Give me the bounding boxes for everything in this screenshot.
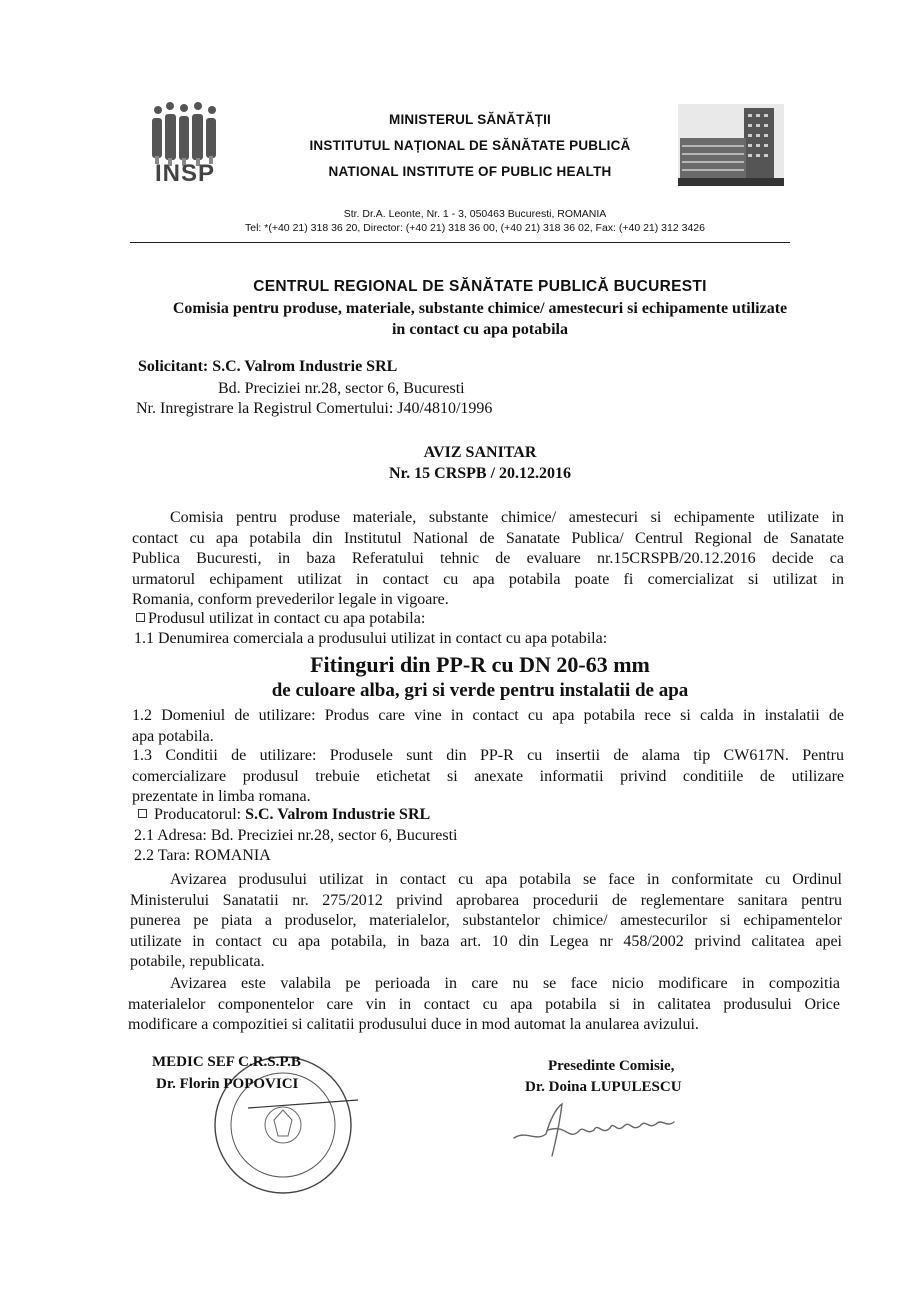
official-stamp bbox=[208, 1050, 358, 1200]
checkbox-icon bbox=[136, 613, 145, 622]
institute-phones: Tel: *(+40 21) 318 36 20, Director: (+40 21) 318 36 00, (+40 21) 318 36 02, Fax: (+40 21) 312 3426 bbox=[245, 222, 705, 234]
notice-title: AVIZ SANITAR bbox=[423, 444, 537, 461]
institute-name-en: NATIONAL INSTITUTE OF PUBLIC HEALTH bbox=[328, 164, 612, 179]
applicant-label: Solicitant: S.C. Valrom Industrie SRL bbox=[138, 358, 398, 375]
item-1-2: 1.2 Domeniul de utilizare: Produs care vine in contact cu apa potabila rece si calda in instalatii de apa potabila. bbox=[132, 707, 844, 745]
notice-number: Nr. 15 CRSPB / 20.12.2016 bbox=[388, 465, 572, 482]
commission-line-2: in contact cu apa potabila bbox=[391, 321, 568, 338]
checkbox-icon bbox=[138, 809, 147, 818]
left-signatory-name: Dr. Florin POPOVICI bbox=[156, 1076, 299, 1092]
ministry-name: MINISTERUL SĂNĂTĂȚII bbox=[389, 112, 551, 127]
insp-logo-text: INSP bbox=[154, 160, 215, 187]
producer-line: Producatorul: S.C. Valrom Industrie SRL bbox=[138, 806, 430, 824]
validity-paragraph: Avizarea este valabila pe perioada in care nu se face nicio modificare in compozitia materialelor componentelor care vin in contact cu apa potabila si in calitatea produsului Orice modificare a compozitiei si calitatii produsului duce in mod automat la anularea avizului. bbox=[128, 975, 840, 1033]
product-description: de culoare alba, gri si verde pentru instalatii de apa bbox=[271, 680, 689, 701]
regional-center-title: CENTRUL REGIONAL DE SĂNĂTATE PUBLICĂ BUCURESTI bbox=[253, 278, 707, 295]
product-heading: Produsul utilizat in contact cu apa potabila: bbox=[136, 610, 425, 628]
item-1-3: 1.3 Conditii de utilizare: Produsele sunt din PP-R cu insertii de alama tip CW617N. Pentru comercializare produsul trebuie etichetat si anexate informatii privind conditiile de utilizare prezentate in limba romana. bbox=[132, 747, 844, 805]
right-signatory-name: Dr. Doina LUPULESCU bbox=[525, 1079, 682, 1095]
legal-paragraph: Avizarea produsului utilizat in contact cu apa potabila se face in conformitate cu Ordinul Ministerului Sanatatii nr. 275/2012 privind aprobarea procedurii de reglementare sanitara pentru punerea pe piata a produselor, materialelor, substantelor chimice/ amestecurilor si echipamentelor utilizate in contact cu apa potabila, in baza art. 10 din Legea nr 458/2002 privind calitatea apei potabile, republicata. bbox=[130, 871, 842, 970]
item-2-2: 2.2 Tara: ROMANIA bbox=[134, 847, 271, 864]
handwritten-signature bbox=[506, 1100, 696, 1160]
header-divider bbox=[130, 242, 790, 243]
commission-line-1: Comisia pentru produse, materiale, substante chimice/ amestecuri si echipamente utilizate bbox=[172, 300, 788, 317]
right-signatory-title: Presedinte Comisie, bbox=[548, 1058, 675, 1074]
intro-paragraph: Comisia pentru produse materiale, substante chimice/ amestecuri si echipamente utilizate in contact cu apa potabila din Institutul National de Sanatate Publica/ Centrul Regional de Sanatate Publica Bucuresti, in baza Referatului tehnic de evaluare nr.15CRSPB/20.12.2016 decide ca urmatorul echipament utilizat in contact cu apa potabila poate fi comercializat si utilizat in Romania, conform prevederilor legale in vigoare. bbox=[132, 509, 844, 608]
applicant-registry: Nr. Inregistrare la Registrul Comertului: J40/4810/1996 bbox=[136, 400, 493, 417]
institute-address: Str. Dr.A. Leonte, Nr. 1 - 3, 050463 Bucuresti, ROMANIA bbox=[343, 208, 607, 220]
insp-logo bbox=[140, 100, 230, 188]
institute-name-ro: INSTITUTUL NAȚIONAL DE SĂNĂTATE PUBLICĂ bbox=[309, 138, 631, 153]
product-name: Fitinguri din PP-R cu DN 20-63 mm bbox=[310, 652, 650, 677]
applicant-address: Bd. Preciziei nr.28, sector 6, Bucuresti bbox=[218, 380, 465, 397]
item-1-1: 1.1 Denumirea comerciala a produsului utilizat in contact cu apa potabila: bbox=[134, 630, 608, 647]
item-2-1: 2.1 Adresa: Bd. Preciziei nr.28, sector 6, Bucuresti bbox=[134, 827, 458, 844]
left-signatory-title: MEDIC SEF C.R.S.P.B bbox=[152, 1054, 301, 1070]
building-image bbox=[678, 104, 784, 186]
